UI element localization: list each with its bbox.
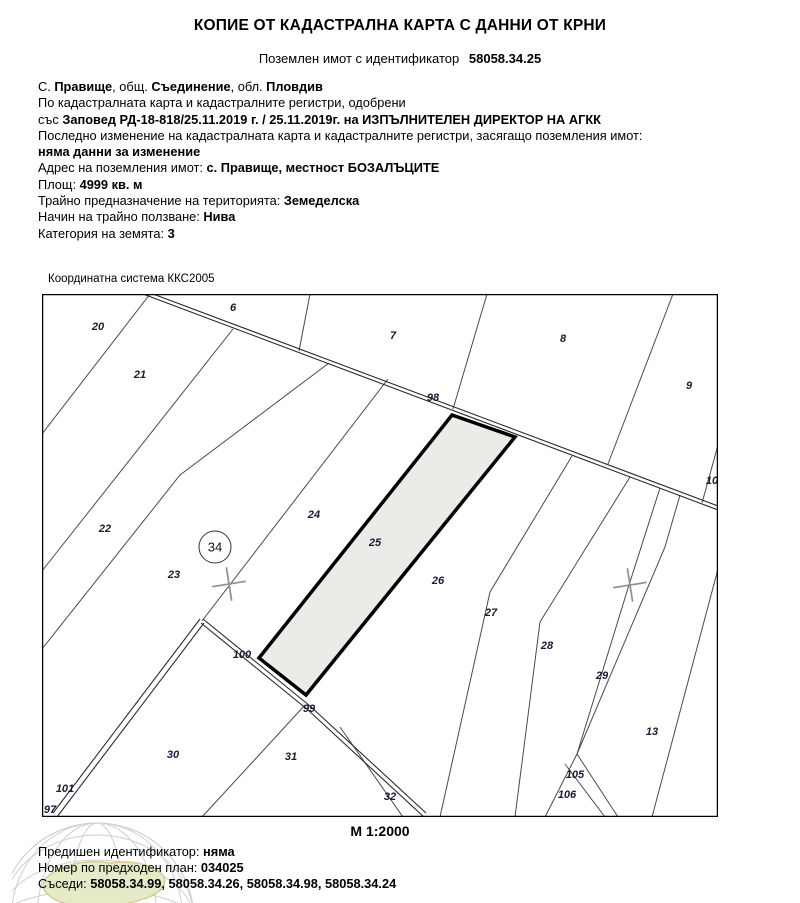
parcel-label: 21 xyxy=(133,369,147,381)
info-line: Площ: 4999 кв. м xyxy=(38,176,143,192)
parcel-label: 106 xyxy=(557,789,577,801)
parcel-boundary-7-8 xyxy=(453,294,487,409)
parcel-label: 98 xyxy=(426,392,440,404)
footer-line: Съседи: 58058.34.99, 58058.34.26, 58058.34.98, 58058.34.24 xyxy=(38,876,397,892)
parcel-identifier-label: Поземлен имот с идентификатор xyxy=(258,51,460,66)
parcel-boundary-106-sw xyxy=(545,754,577,817)
parcel-label: 100 xyxy=(232,649,252,661)
cadastral-document-page xyxy=(0,17,800,903)
parcel-boundary-28-29 xyxy=(577,488,660,754)
parcel-label: 99 xyxy=(302,703,316,715)
parcel-boundary-22-23 xyxy=(42,363,329,649)
parcel-label: 20 xyxy=(91,321,105,333)
parcel-boundary-29-13 xyxy=(577,495,680,754)
document-title: КОПИЕ ОТ КАДАСТРАЛНА КАРТА С ДАННИ ОТ КРНИ xyxy=(193,17,607,34)
info-line: По кадастралната карта и кадастралните регистри, одобрени xyxy=(38,95,406,111)
parcel-label: 13 xyxy=(645,726,659,738)
parcel-label: 29 xyxy=(595,670,609,682)
info-line: няма данни за изменение xyxy=(38,144,201,160)
parcel-label: 28 xyxy=(540,640,554,652)
parcel-boundary-6-7 xyxy=(299,294,310,351)
road-101 xyxy=(57,623,204,817)
parcel-label: 105 xyxy=(565,769,585,781)
parcel-label: 101 xyxy=(55,783,75,795)
parcel-boundary-26-27 xyxy=(440,456,572,817)
parcel-identifier-value: 58058.34.25 xyxy=(468,51,542,66)
parcel-label: 23 xyxy=(167,569,181,581)
parcel-label: 9 xyxy=(685,380,693,392)
parcel-label: 22 xyxy=(98,523,112,535)
parcel-boundary-27-28 xyxy=(515,477,630,817)
parcel-boundary-31-32 xyxy=(340,727,403,817)
parcel-label: 8 xyxy=(559,333,567,345)
cadastral-map xyxy=(42,294,718,817)
parcel-boundary-13-edge xyxy=(652,569,718,817)
info-line: Категория на земята: 3 xyxy=(38,225,175,241)
info-line: Трайно предназначение на територията: Земеделска xyxy=(38,193,360,209)
parcel-label: 97 xyxy=(43,804,57,816)
parcel-label: 32 xyxy=(383,791,397,803)
coordinate-system-label: Координатна система ККС2005 xyxy=(48,273,215,285)
survey-cross-icon xyxy=(611,566,650,605)
footer-line: Предишен идентификатор: няма xyxy=(38,844,235,859)
footer-info-block xyxy=(38,844,396,893)
parcel-boundary-9-10 xyxy=(702,445,718,503)
info-line: С. Правище, общ. Съединение, обл. Пловдив xyxy=(38,79,323,94)
survey-cross-icon xyxy=(210,565,249,604)
info-line: Начин на трайно ползване: Нива xyxy=(38,209,236,225)
circled-point-label: 34 xyxy=(207,539,223,555)
parcel-label: 24 xyxy=(307,509,321,521)
road-101 xyxy=(53,619,200,813)
parcel-label: 10 xyxy=(705,475,718,487)
footer-line: Номер по предходен план: 034025 xyxy=(38,860,244,876)
parcel-label: 25 xyxy=(368,537,382,549)
parcel-label: 27 xyxy=(484,607,498,619)
parcel-label: 30 xyxy=(166,749,180,761)
map-scale: М 1:2000 xyxy=(350,823,410,839)
parcel-boundary-8-9 xyxy=(608,294,673,464)
parcel-label: 26 xyxy=(431,575,445,587)
info-line: Последно изменение на кадастралната карта и кадастралните регистри, засягащо поземления имот: xyxy=(38,127,643,143)
info-line: Адрес на поземления имот: с. Правище, местност БОЗАЛЪЦИТЕ xyxy=(38,160,440,176)
parcel-boundary-20-21 xyxy=(42,294,150,434)
parcel-identifier-line xyxy=(0,51,800,66)
property-info-block xyxy=(38,79,800,242)
info-line: със Заповед РД-18-818/25.11.2019 г. / 25.11.2019г. на ИЗПЪЛНИТЕЛЕН ДИРЕКТОР НА АГКК xyxy=(38,111,601,127)
parcel-label: 31 xyxy=(284,751,298,763)
parcel-label: 7 xyxy=(389,330,397,342)
parcel-label: 6 xyxy=(229,302,237,314)
